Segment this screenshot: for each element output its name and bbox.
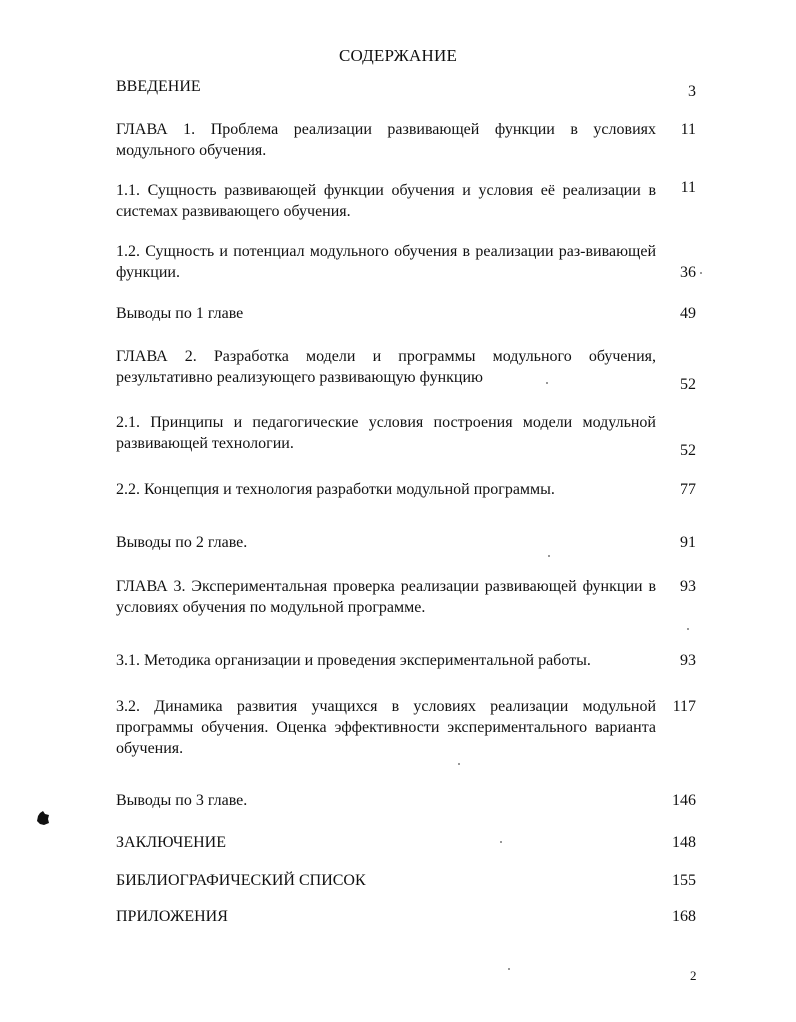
toc-entry-text: ГЛАВА 3. Экспериментальная проверка реализации развивающей функции в условиях обучения по модульной программе. [116, 578, 656, 616]
scan-speck [508, 968, 510, 970]
toc-entry-text: Выводы по 1 главе [116, 305, 244, 322]
ink-blot-decoration [36, 810, 50, 826]
toc-entry-text: ВВЕДЕНИЕ [116, 78, 201, 95]
toc-entry-text: 1.1. Сущность развивающей функции обучения и условия её реализации в системах развивающего обучения. [116, 182, 656, 220]
footer-page-number: 2 [690, 968, 697, 983]
toc-entry-page: 93 [680, 652, 696, 669]
scan-speck [687, 628, 689, 630]
scan-speck [546, 382, 548, 384]
toc-entry-text: 3.1. Методика организации и проведения экспериментальной работы. [116, 652, 591, 669]
toc-entry-page: 168 [672, 908, 696, 925]
toc-entry-page: 11 [680, 179, 696, 196]
scan-speck [548, 555, 550, 557]
toc-entry-page: 52 [680, 376, 696, 393]
toc-entry-text: ПРИЛОЖЕНИЯ [116, 908, 228, 925]
toc-entry-text: ГЛАВА 1. Проблема реализации развивающей функции в условиях модульного обучения. [116, 121, 656, 159]
toc-entry-text: ЗАКЛЮЧЕНИЕ [116, 834, 226, 851]
toc-entry-text: 1.2. Сущность и потенциал модульного обучения в реализации раз-вивающей функции. [116, 243, 656, 281]
toc-entry-page: 93 [680, 578, 696, 595]
toc-entry-text: 2.2. Концепция и технология разработки модульной программы. [116, 481, 555, 498]
toc-entry-page: 36 [680, 264, 696, 281]
toc-entry-text: 3.2. Динамика развития учащихся в условиях реализации модульной программы обучения. Оценка эффективности экспериментального варианта обучения. [116, 698, 656, 757]
toc-entry-page: 52 [680, 442, 696, 459]
toc-entry-page: 91 [680, 534, 696, 551]
toc-entry-page: 117 [672, 698, 696, 715]
toc-entry-page: 11 [680, 121, 696, 138]
scan-speck [458, 763, 460, 765]
toc-entry-text: 2.1. Принципы и педагогические условия построения модели модульной развивающей технологии. [116, 414, 656, 452]
page-title: СОДЕРЖАНИЕ [338, 46, 458, 65]
scan-speck [700, 272, 702, 274]
toc-entry-text: БИБЛИОГРАФИЧЕСКИЙ СПИСОК [116, 872, 366, 889]
toc-entry-page: 146 [672, 792, 696, 809]
toc-entry-page: 49 [680, 305, 696, 322]
scan-speck [500, 841, 502, 843]
toc-entry-page: 155 [672, 872, 696, 889]
toc-entry-text: Выводы по 3 главе. [116, 792, 248, 809]
toc-entry-page: 77 [680, 481, 696, 498]
toc-entry-page: 3 [688, 83, 696, 100]
toc-entry-text: ГЛАВА 2. Разработка модели и программы модульного обучения, результативно реализующего развивающую функцию [116, 348, 656, 386]
toc-entry-page: 148 [672, 834, 696, 851]
toc-entry-text: Выводы по 2 главе. [116, 534, 248, 551]
